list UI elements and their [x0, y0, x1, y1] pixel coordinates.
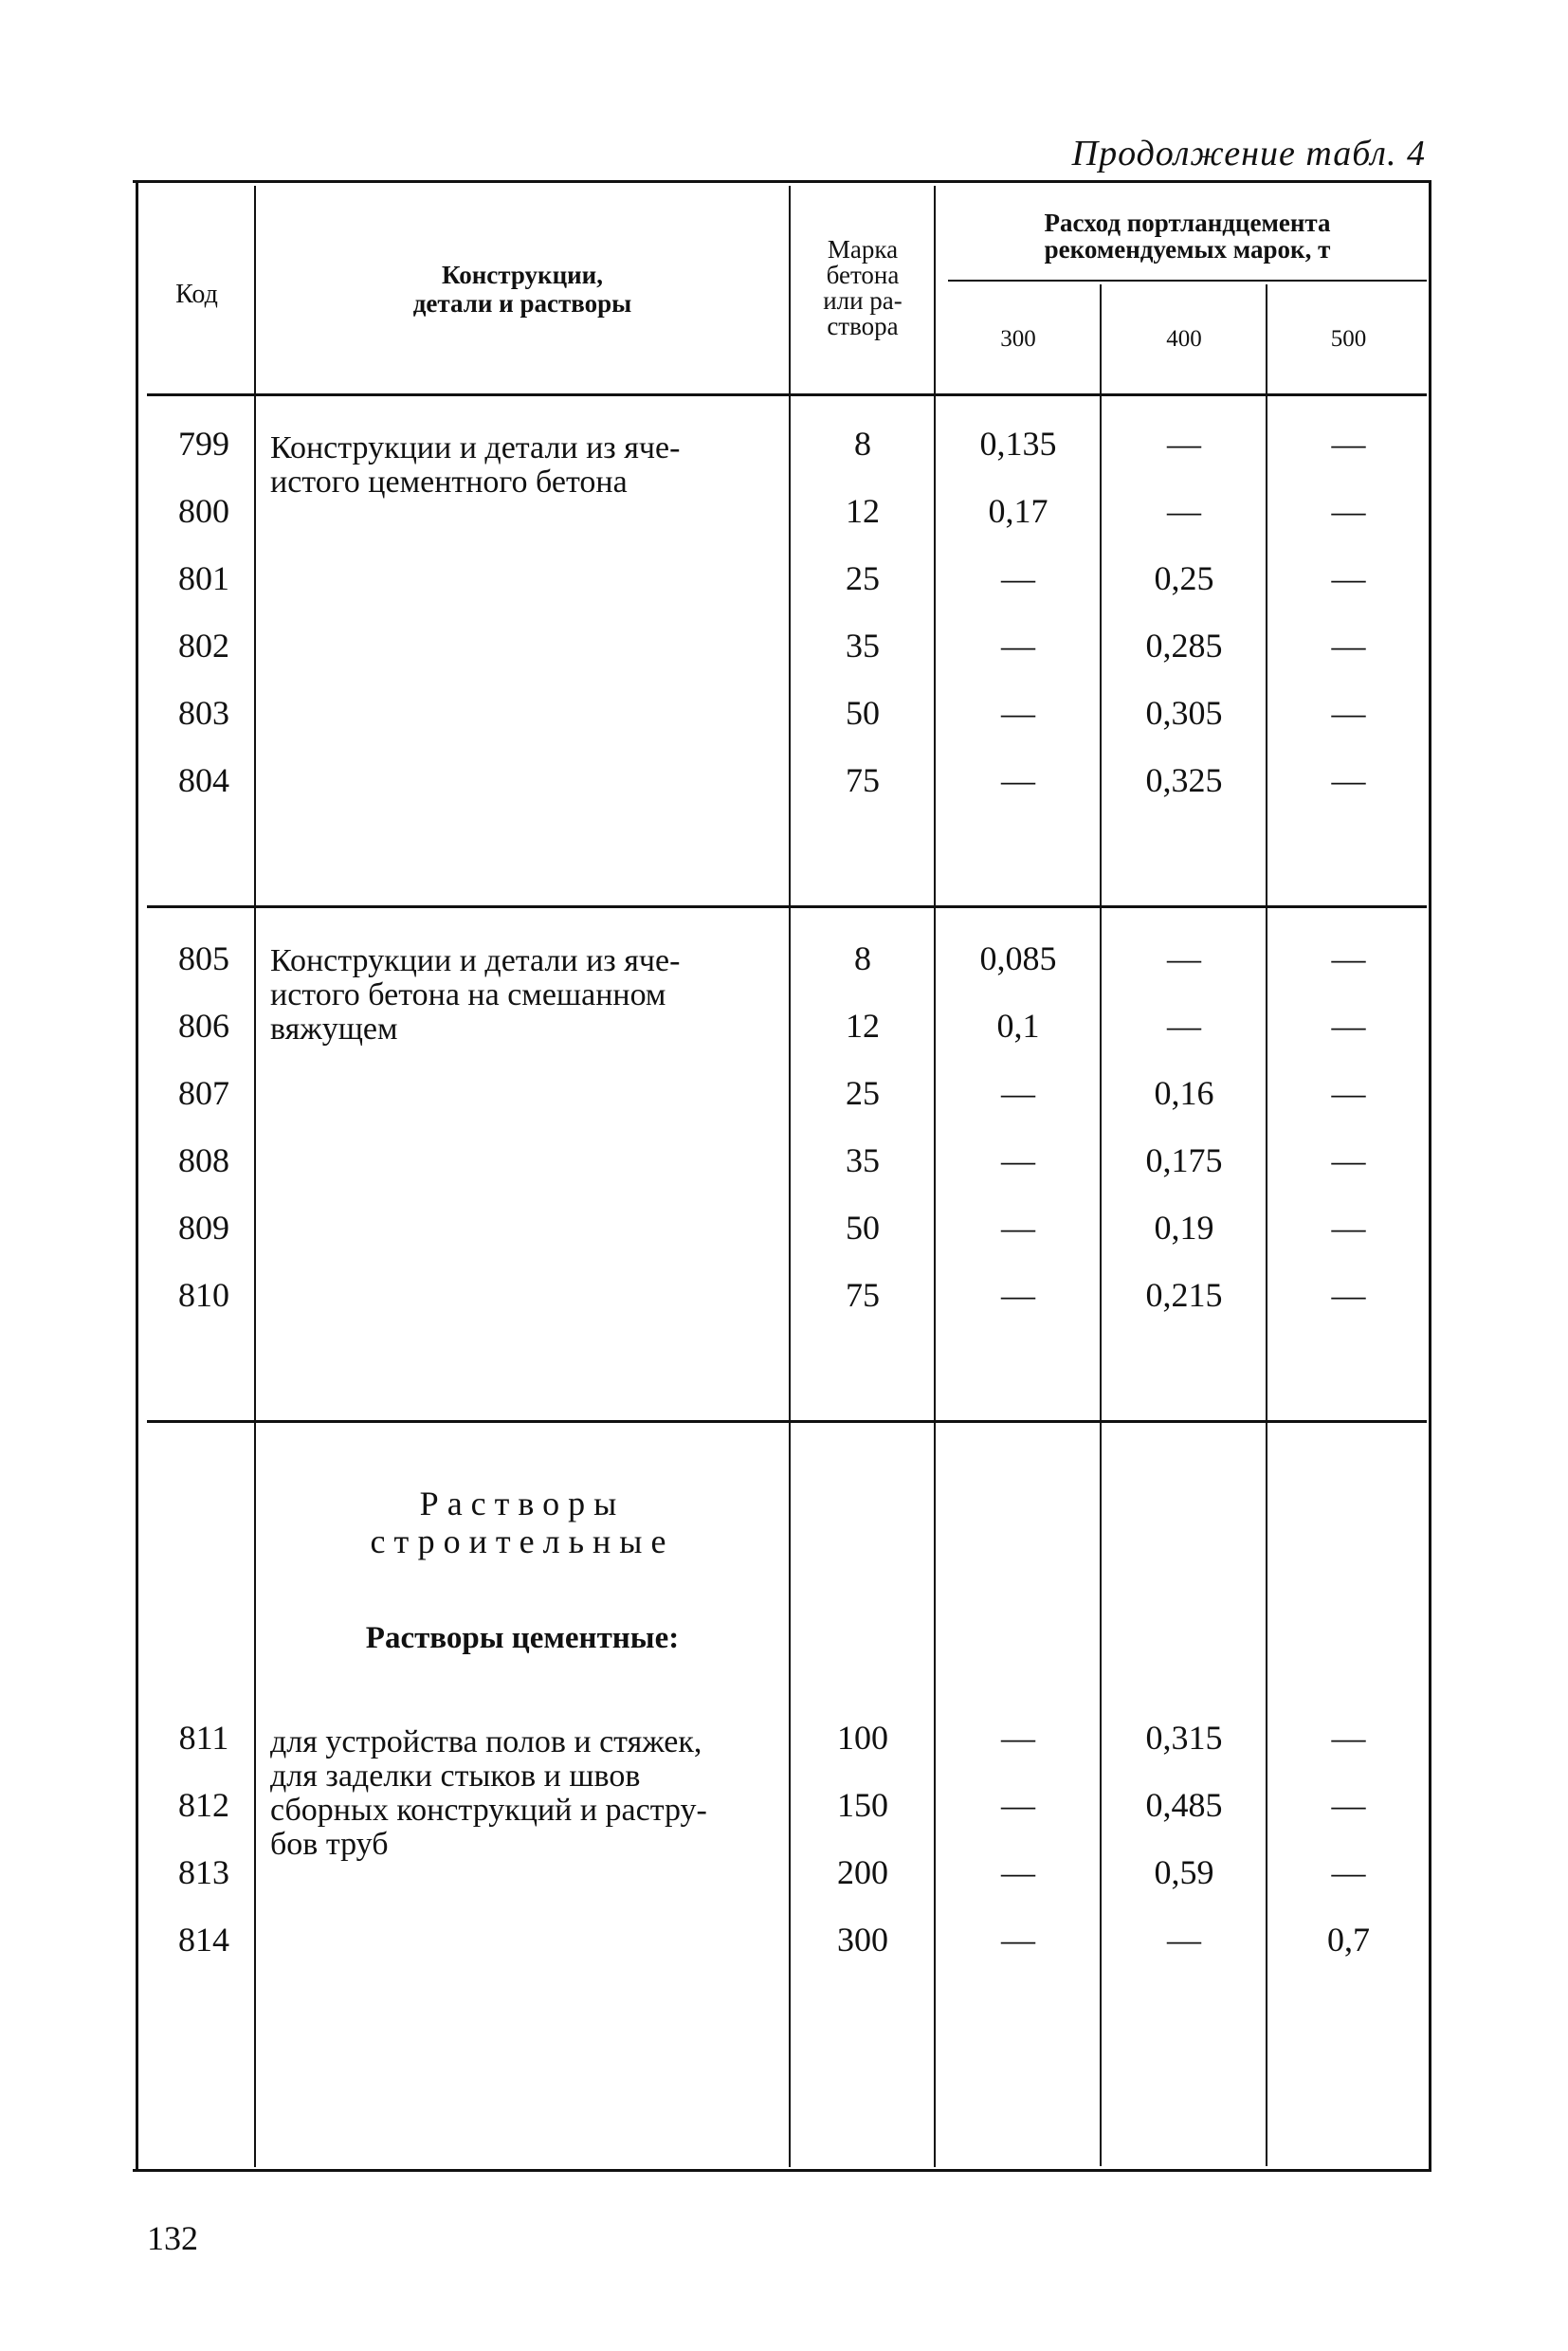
group3-description-line4: бов труб [270, 1827, 389, 1862]
row-c500: — [1331, 1141, 1366, 1179]
row-code: 812 [178, 1786, 229, 1824]
row-code: 809 [178, 1209, 229, 1247]
row-grade: 150 [837, 1786, 888, 1824]
subsection-title: Растворы цементные: [365, 1621, 680, 1655]
row-c500: — [1331, 1719, 1366, 1757]
row-code: 813 [178, 1853, 229, 1891]
header-consumption-line2: рекомендуемых марок, т [1044, 235, 1331, 264]
row-grade: 75 [846, 761, 880, 799]
row-grade: 50 [846, 694, 880, 732]
row-c300: — [1001, 1074, 1035, 1112]
section-title-line1: Растворы [419, 1485, 626, 1522]
header-grade-300: 300 [1000, 326, 1036, 352]
row-c500: — [1331, 1276, 1366, 1314]
page-number: 132 [147, 2219, 198, 2257]
row-code: 801 [178, 559, 229, 597]
row-c500: — [1331, 694, 1366, 732]
row-code: 808 [178, 1141, 229, 1179]
row-c300: — [1001, 1921, 1035, 1959]
header-grade-line3: или ра- [823, 286, 903, 315]
row-c300: — [1001, 1853, 1035, 1891]
row-c400: 0,59 [1154, 1853, 1214, 1891]
row-c500: — [1331, 1074, 1366, 1112]
group2-description-line1: Конструкции и детали из яче- [270, 943, 681, 978]
row-code: 805 [178, 939, 229, 977]
row-grade: 300 [837, 1921, 888, 1959]
header-bottom-rule [147, 393, 1427, 396]
row-grade: 35 [846, 1141, 880, 1179]
row-code: 810 [178, 1276, 229, 1314]
row-c300: — [1001, 694, 1035, 732]
row-code: 802 [178, 627, 229, 665]
table-caption: Продолжение табл. 4 [1071, 134, 1426, 173]
group1-description [270, 431, 782, 500]
row-c500: — [1331, 627, 1366, 665]
row-c500: — [1331, 1007, 1366, 1045]
row-grade: 35 [846, 627, 880, 665]
row-c400: — [1167, 425, 1201, 463]
row-c500: — [1331, 939, 1366, 977]
row-code: 800 [178, 492, 229, 530]
header-grade-line1: Марка [827, 235, 899, 264]
row-c500: — [1331, 425, 1366, 463]
header-construction-line1: Конструкции, [441, 261, 603, 289]
row-c500: — [1331, 492, 1366, 530]
header-grade-500: 500 [1330, 326, 1367, 352]
header-grade-line2: бетона [826, 261, 900, 289]
section-title-line2: строительные [370, 1522, 675, 1560]
row-c500: — [1331, 1853, 1366, 1891]
row-grade: 12 [846, 492, 880, 530]
table-left-border [136, 180, 138, 2171]
group1-description-line1: Конструкции и детали из яче- [270, 430, 681, 465]
group3-description-line2: для заделки стыков и швов [270, 1759, 641, 1794]
row-c300: — [1001, 559, 1035, 597]
row-c300: — [1001, 1209, 1035, 1247]
row-c500: — [1331, 1209, 1366, 1247]
row-c400: 0,325 [1145, 761, 1223, 799]
row-c300: — [1001, 627, 1035, 665]
header-consumption-line1: Расход портландцемента [1044, 209, 1331, 237]
row-c500: 0,7 [1327, 1921, 1370, 1959]
row-c500: — [1331, 1786, 1366, 1824]
row-code: 806 [178, 1007, 229, 1045]
col-divider-construction [789, 186, 791, 2167]
row-code: 811 [178, 1719, 229, 1757]
row-code: 807 [178, 1074, 229, 1112]
row-grade: 75 [846, 1276, 880, 1314]
row-c400: — [1167, 492, 1201, 530]
group3-description-line3: сборных конструкций и растру- [270, 1793, 707, 1828]
table-bottom-rule [133, 2169, 1431, 2172]
row-c300: 0,085 [979, 939, 1057, 977]
row-c400: 0,16 [1154, 1074, 1214, 1112]
row-c400: 0,305 [1145, 694, 1223, 732]
row-c400: 0,485 [1145, 1786, 1223, 1824]
table-right-border [1429, 180, 1431, 2171]
table-top-rule [133, 180, 1431, 183]
col-divider-grade [934, 186, 936, 2167]
row-grade: 200 [837, 1853, 888, 1891]
row-c300: — [1001, 1141, 1035, 1179]
row-code: 799 [178, 425, 229, 463]
row-c400: — [1167, 1007, 1201, 1045]
group-divider-1 [147, 905, 1427, 908]
group1-description-line2: истого цементного бетона [270, 465, 628, 500]
row-c300: — [1001, 761, 1035, 799]
row-c300: 0,135 [979, 425, 1057, 463]
row-c300: — [1001, 1276, 1035, 1314]
group2-description [270, 944, 782, 1047]
row-c400: 0,215 [1145, 1276, 1223, 1314]
row-c400: 0,175 [1145, 1141, 1223, 1179]
row-grade: 25 [846, 559, 880, 597]
row-c400: — [1167, 939, 1201, 977]
row-c400: 0,25 [1154, 559, 1214, 597]
row-code: 814 [178, 1921, 229, 1959]
row-grade: 50 [846, 1209, 880, 1247]
col-divider-400 [1266, 284, 1267, 2166]
row-grade: 25 [846, 1074, 880, 1112]
row-c300: 0,1 [996, 1007, 1040, 1045]
header-subrule [948, 280, 1427, 282]
row-code: 804 [178, 761, 229, 799]
group-divider-2 [147, 1420, 1427, 1423]
header-grade-line4: створа [827, 312, 899, 340]
header-grade-400: 400 [1166, 326, 1202, 352]
row-c500: — [1331, 761, 1366, 799]
row-c300: 0,17 [988, 492, 1048, 530]
col-divider-300 [1100, 284, 1102, 2166]
row-code: 803 [178, 694, 229, 732]
row-c300: — [1001, 1786, 1035, 1824]
row-grade: 100 [837, 1719, 888, 1757]
group2-description-line3: вяжущем [270, 1011, 398, 1047]
row-c400: — [1167, 1921, 1201, 1959]
row-c400: 0,315 [1145, 1719, 1223, 1757]
row-grade: 8 [854, 425, 871, 463]
group3-description-line1: для устройства полов и стяжек, [270, 1724, 702, 1759]
row-c500: — [1331, 559, 1366, 597]
row-grade: 12 [846, 1007, 880, 1045]
row-c300: — [1001, 1719, 1035, 1757]
row-grade: 8 [854, 939, 871, 977]
group2-description-line2: истого бетона на смешанном [270, 977, 666, 1012]
group3-description [270, 1725, 782, 1862]
row-c400: 0,19 [1154, 1209, 1214, 1247]
header-code: Код [175, 280, 218, 309]
row-c400: 0,285 [1145, 627, 1223, 665]
header-construction-line2: детали и растворы [412, 289, 632, 318]
